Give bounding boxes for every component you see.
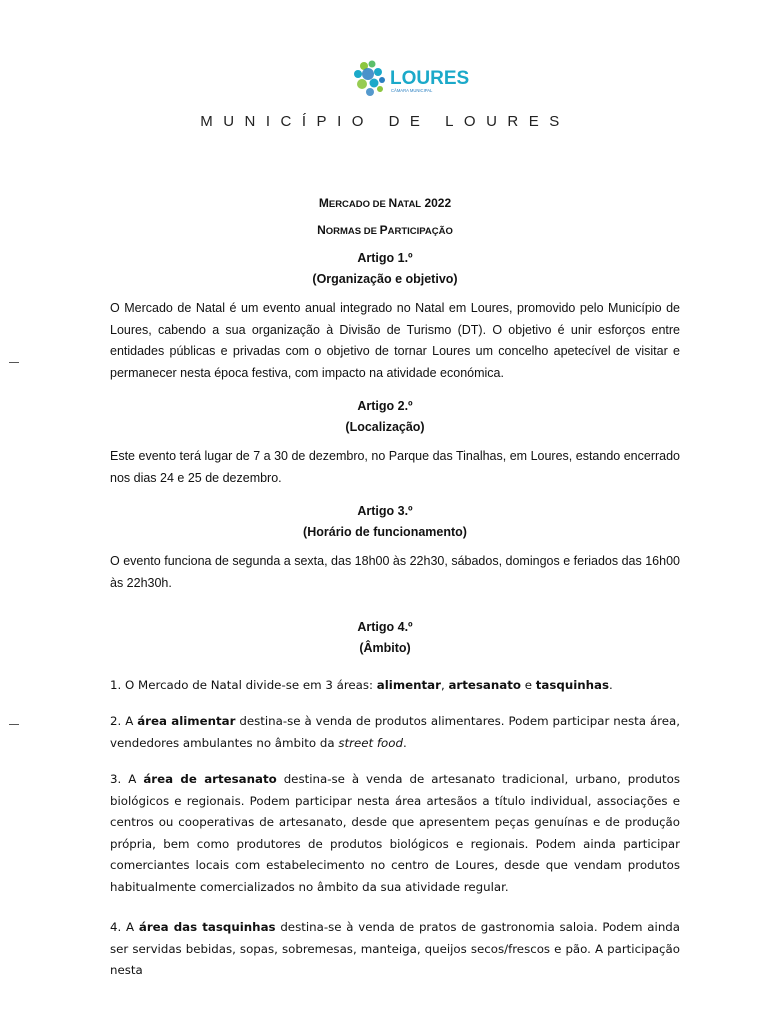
margin-mark	[9, 724, 19, 725]
article-4-paragraph-3: 3. A área de artesanato destina-se à venda de artesanato tradicional, urbano, produtos biológicos e regionais. Podem participar nesta área artesãos a título individual, associações e centros ou cooperativas de artesanato, desde que apresentem peças genuínas e de produção própria, bem como produtores de produtos biológicos e regionais. Podem ainda participar comerciantes locais com estabelecimento no centro de Loures, desde que vendam produtos habitualmente comercializados no âmbito da sua atividade regular.	[110, 772, 680, 894]
article-2-heading: Artigo 2.º	[357, 399, 413, 413]
article-3-body: O evento funciona de segunda a sexta, das 18h00 às 22h30, sábados, domingos e feriados das 16h00 às 22h30h.	[110, 554, 680, 590]
article-1-subheading: (Organização e objetivo)	[312, 272, 458, 286]
article-4-paragraph-4: 4. A área das tasquinhas destina-se à venda de pratos de gastronomia saloia. Podem ainda ser servidas bebidas, sopas, sobremesas, manteiga, queijos secos/frescos e pão. A participação nesta	[110, 920, 681, 978]
document-title: MERCADO DE NATAL 2022	[318, 196, 452, 210]
document-subtitle: NORMAS DE PARTICIPAÇÃO	[317, 223, 453, 237]
article-1-heading: Artigo 1.º	[357, 251, 413, 265]
margin-mark	[9, 362, 19, 363]
logo-subtitle: CÂMARA MUNICIPAL	[391, 88, 433, 93]
article-2-body: Este evento terá lugar de 7 a 30 de dezembro, no Parque das Tinalhas, em Loures, estando encerrado nos dias 24 e 25 de dezembro.	[110, 449, 680, 485]
article-4-paragraph-1: 1. O Mercado de Natal divide-se em 3 áreas: alimentar, artesanato e tasquinhas.	[110, 678, 613, 692]
article-3-heading: Artigo 3.º	[357, 504, 413, 518]
article-4-subheading: (Âmbito)	[359, 641, 411, 655]
logo-wordmark: LOURES	[390, 68, 470, 89]
article-2-subheading: (Localização)	[345, 420, 425, 434]
article-1-body: O Mercado de Natal é um evento anual integrado no Natal em Loures, promovido pelo Município de Loures, cabendo a sua organização à Divisão de Turismo (DT). O objetivo é unir esforços entre entidades públicas e privadas com o objetivo de tornar Loures um concelho apetecível de visitar e permanecer nesta época festiva, com impacto na atividade económica.	[110, 301, 680, 380]
municipality-heading: MUNICÍPIO DE LOURES	[200, 113, 570, 130]
article-4-heading: Artigo 4.º	[357, 620, 413, 634]
article-4-paragraph-2: 2. A área alimentar destina-se à venda de produtos alimentares. Podem participar nesta área, vendedores ambulantes no âmbito da street food.	[110, 714, 681, 750]
article-3-subheading: (Horário de funcionamento)	[303, 525, 467, 539]
loures-logo-icon	[350, 56, 472, 102]
loures-logo	[350, 56, 472, 102]
